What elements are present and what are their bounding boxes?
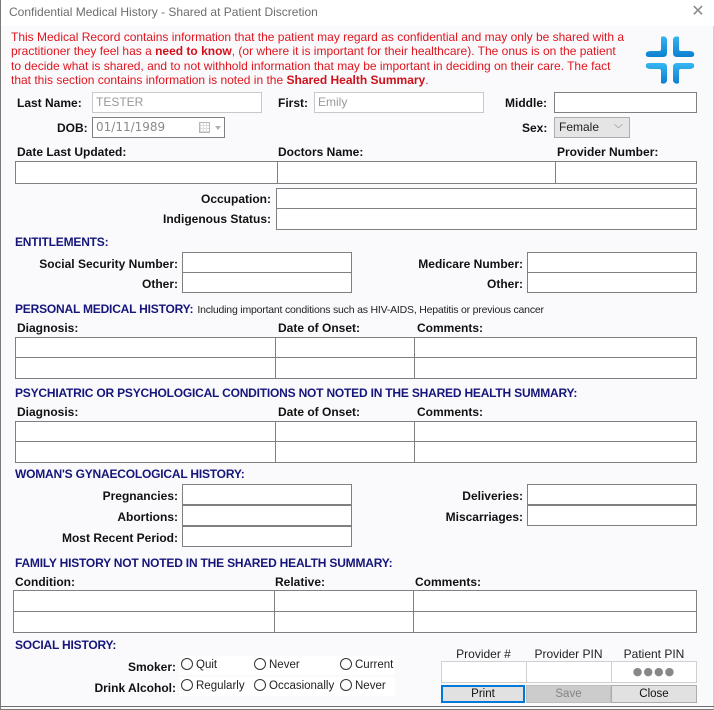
pmh-row1-diagnosis[interactable] — [16, 338, 276, 358]
drink-alcohol-label: Drink Alcohol: — [94, 681, 176, 695]
psych-diagnosis-header: Diagnosis: — [17, 405, 79, 419]
chevron-down-icon: ﹀ — [613, 124, 623, 134]
medical-cross-logo-icon — [645, 35, 695, 85]
pmh-row1-date[interactable] — [276, 338, 415, 358]
alcohol-option-occasionally-label: Occasionally — [269, 680, 335, 692]
miscarriages-field[interactable] — [527, 505, 697, 526]
social-security-number-label: Social Security Number: — [39, 257, 178, 271]
psych-row2-comments[interactable] — [415, 442, 696, 462]
smoker-option-quit[interactable] — [181, 658, 217, 671]
confidentiality-notice — [11, 30, 626, 87]
patient-pin-mask: ●●●● — [632, 665, 676, 678]
abortions-field[interactable] — [182, 505, 352, 526]
deliveries-label: Deliveries: — [462, 489, 523, 503]
radio-unchecked-icon — [181, 679, 193, 691]
psychiatric-conditions-heading: PSYCHIATRIC OR PSYCHOLOGICAL CONDITIONS NOT NOTED IN THE SHARED HEALTH SUMMARY: — [15, 386, 578, 400]
pregnancies-field[interactable] — [182, 484, 352, 505]
indigenous-status-field[interactable] — [276, 208, 697, 230]
medicare-number-field[interactable] — [527, 252, 697, 273]
deliveries-field[interactable] — [527, 484, 697, 505]
doctors-name-label: Doctors Name: — [278, 145, 364, 159]
radio-unchecked-icon — [254, 679, 266, 691]
chevron-down-icon[interactable] — [215, 126, 221, 130]
smoker-option-never[interactable] — [254, 658, 300, 671]
family-row1-condition[interactable] — [14, 591, 275, 612]
medicare-other-field[interactable] — [527, 272, 697, 293]
last-name-label: Last Name: — [17, 96, 82, 110]
last-name-field[interactable] — [92, 92, 262, 113]
pmh-date-of-onset-header: Date of Onset: — [278, 321, 361, 335]
first-name-value: Emily — [318, 95, 348, 109]
psych-row2-diagnosis[interactable] — [16, 442, 276, 462]
social-history-heading: SOCIAL HISTORY: — [15, 638, 117, 652]
print-button[interactable]: Print — [441, 685, 525, 703]
occupation-field[interactable] — [276, 188, 697, 209]
dob-date-picker[interactable] — [92, 117, 225, 138]
psychiatric-conditions-table — [15, 421, 697, 463]
last-name-value: TESTER — [96, 95, 144, 109]
notice-text-1: This Medical Record contains information that the patient may regard as confidential and may only be shared with a practitioner they feel has a — [11, 30, 624, 59]
middle-name-label: Middle: — [505, 96, 547, 110]
family-row2-relative[interactable] — [275, 612, 414, 632]
psych-row1-diagnosis[interactable] — [16, 422, 276, 442]
alcohol-option-regularly[interactable] — [181, 679, 245, 692]
personal-medical-history-table — [15, 337, 697, 379]
psych-row1-comments[interactable] — [415, 422, 696, 442]
entitlement-other-label: Other: — [142, 277, 178, 291]
title-bar — [1, 0, 714, 26]
provider-number-header: Provider # — [456, 647, 511, 661]
entitlement-other-field[interactable] — [182, 272, 352, 293]
personal-medical-history-title: PERSONAL MEDICAL HISTORY: — [15, 302, 194, 316]
psych-comments-header: Comments: — [417, 405, 484, 419]
close-button[interactable]: Close — [611, 685, 697, 703]
alcohol-radio-group — [179, 677, 395, 696]
personal-medical-history-heading — [15, 302, 544, 316]
date-last-updated-label: Date Last Updated: — [17, 145, 127, 159]
family-history-heading: FAMILY HISTORY NOT NOTED IN THE SHARED HEALTH SUMMARY: — [15, 556, 393, 570]
radio-unchecked-icon — [181, 658, 193, 670]
provider-number-input[interactable] — [441, 661, 527, 683]
abortions-label: Abortions: — [117, 510, 178, 524]
family-row1-relative[interactable] — [275, 591, 414, 612]
smoker-option-quit-label: Quit — [196, 659, 218, 671]
close-icon[interactable]: ✕ — [691, 3, 705, 20]
pmh-row2-date[interactable] — [276, 358, 415, 378]
provider-number-label: Provider Number: — [557, 145, 659, 159]
middle-name-field[interactable] — [554, 92, 697, 113]
alcohol-option-regularly-label: Regularly — [196, 680, 245, 692]
save-button[interactable]: Save — [526, 685, 611, 703]
notice-bold-need-to-know: need to know — [155, 44, 232, 59]
doctors-name-field[interactable] — [278, 162, 556, 183]
first-name-field[interactable] — [314, 92, 484, 113]
alcohol-option-never[interactable] — [340, 679, 386, 692]
medicare-number-label: Medicare Number: — [418, 257, 523, 271]
notice-bold-shared-health-summary: Shared Health Summary — [286, 72, 426, 87]
provider-pin-input[interactable] — [526, 661, 612, 683]
medicare-other-label: Other: — [487, 277, 523, 291]
occupation-label: Occupation: — [200, 192, 271, 206]
psych-date-of-onset-header: Date of Onset: — [278, 405, 361, 419]
smoker-option-current[interactable] — [340, 658, 393, 671]
pmh-row2-diagnosis[interactable] — [16, 358, 276, 378]
family-comments-header: Comments: — [415, 575, 482, 589]
window-title: Confidential Medical History - Shared at Patient Discretion — [9, 5, 318, 19]
psych-row1-date[interactable] — [276, 422, 415, 442]
patient-pin-header: Patient PIN — [623, 647, 685, 661]
family-history-table — [13, 590, 697, 633]
pregnancies-label: Pregnancies: — [102, 489, 178, 503]
miscarriages-label: Miscarriages: — [445, 510, 523, 524]
family-row1-comments[interactable] — [414, 591, 696, 612]
pmh-row1-comments[interactable] — [415, 338, 696, 358]
alcohol-option-never-label: Never — [355, 680, 386, 692]
smoker-option-never-label: Never — [269, 659, 300, 671]
pmh-comments-header: Comments: — [417, 321, 484, 335]
family-row2-comments[interactable] — [414, 612, 696, 632]
patient-pin-input[interactable] — [611, 661, 697, 683]
notice-text-2: , (or where it is important for their healthcare). The onus is on the patient to decide what is shared, and to not withhold information that may be important in deciding on their care. The fact that this section contains information is noted in the — [11, 44, 616, 87]
gynaecological-history-heading: WOMAN'S GYNAECOLOGICAL HISTORY: — [15, 467, 245, 481]
family-row2-condition[interactable] — [14, 612, 275, 632]
alcohol-option-occasionally[interactable] — [254, 679, 334, 692]
calendar-icon[interactable] — [199, 122, 210, 133]
pmh-row2-comments[interactable] — [415, 358, 696, 378]
window-bottom-border — [1, 706, 714, 707]
sex-label: Sex: — [522, 121, 548, 135]
indigenous-status-label: Indigenous Status: — [163, 212, 271, 226]
provider-pin-header: Provider PIN — [534, 647, 603, 661]
most-recent-period-label: Most Recent Period: — [61, 531, 178, 545]
date-last-updated-field[interactable] — [16, 162, 278, 183]
entitlements-heading: ENTITLEMENTS: — [15, 235, 109, 249]
first-name-label: First: — [278, 96, 308, 110]
radio-unchecked-icon — [340, 679, 352, 691]
family-relative-header: Relative: — [275, 575, 326, 589]
pmh-diagnosis-header: Diagnosis: — [17, 321, 79, 335]
provider-number-field[interactable] — [556, 162, 696, 183]
radio-unchecked-icon — [254, 658, 266, 670]
social-security-number-field[interactable] — [182, 252, 352, 273]
dob-label: DOB: — [57, 121, 88, 135]
dob-value: 01/11/1989 — [96, 120, 166, 134]
sex-select[interactable] — [554, 117, 630, 138]
psych-row2-date[interactable] — [276, 442, 415, 462]
sex-value: Female — [559, 120, 600, 134]
notice-text-3: . — [425, 72, 429, 87]
smoker-radio-group — [179, 656, 395, 675]
most-recent-period-field[interactable] — [182, 526, 352, 547]
doctor-info-grid — [15, 161, 697, 184]
smoker-label: Smoker: — [127, 660, 176, 674]
personal-medical-history-note: Including important conditions such as HIV-AIDS, Hepatitis or previous cancer — [197, 304, 544, 316]
family-condition-header: Condition: — [15, 575, 75, 589]
smoker-option-current-label: Current — [355, 659, 394, 671]
radio-unchecked-icon — [340, 658, 352, 670]
